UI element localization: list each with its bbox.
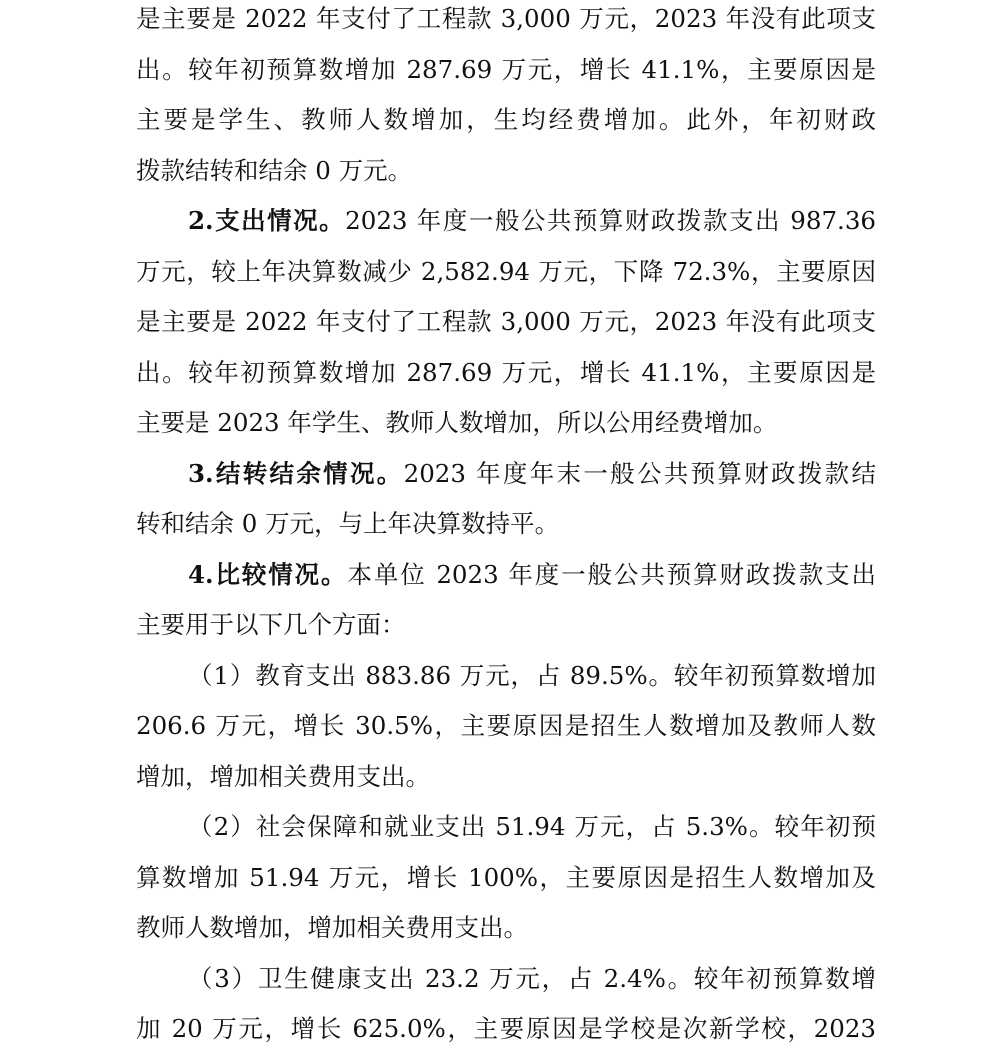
text-line: 加 20 万元，增长 625.0%，主要原因是学校是次新学校，2023 <box>136 1014 876 1043</box>
paragraph-item-health <box>136 960 876 1061</box>
text-line: 万元，较上年决算数减少 2,582.94 万元，下降 72.3%，主要原因 <box>136 256 876 286</box>
section-heading: 4.比较情况。 <box>188 559 348 589</box>
paragraph-carryover <box>136 455 876 556</box>
text-line <box>136 556 876 607</box>
text-line: 主要是 2023 年学生、教师人数增加，所以公用经费增加。 <box>136 408 778 437</box>
text-line: 教师人数增加，增加相关费用支出。 <box>136 913 528 942</box>
text-line: 增加，增加相关费用支出。 <box>136 761 430 791</box>
text-line: （1）教育支出 883.86 万元，占 89.5%。较年初预算数增加 <box>188 660 876 690</box>
text-line: 206.6 万元，增长 30.5%，主要原因是招生人数增加及教师人数 <box>136 711 876 740</box>
text-span: 2023 年度年末一般公共预算财政拨款结 <box>403 458 876 488</box>
text-line: 是主要是 2022 年支付了工程款 3,000 万元，2023 年没有此项支 <box>136 307 876 336</box>
paragraph-item-social-security <box>136 808 876 960</box>
paragraph-intro <box>136 0 876 202</box>
text-span: 本单位 2023 年度一般公共预算财政拨款支出 <box>347 559 876 589</box>
text-line: 是主要是 2022 年支付了工程款 3,000 万元，2023 年没有此项支 <box>136 4 876 33</box>
text-line: （3）卫生健康支出 23.2 万元，占 2.4%。较年初预算数增 <box>188 963 876 993</box>
text-line: （2）社会保障和就业支出 51.94 万元，占 5.3%。较年初预 <box>188 812 876 841</box>
text-line: 转和结余 0 万元，与上年决算数持平。 <box>136 509 560 538</box>
text-line: 主要是学生、教师人数增加，生均经费增加。此外，年初财政 <box>136 105 876 134</box>
text-line: 出。较年初预算数增加 287.69 万元，增长 41.1%，主要原因是 <box>136 357 876 387</box>
text-span: 2023 年度一般公共预算财政拨款支出 987.36 <box>345 206 876 235</box>
document-body <box>136 0 876 1061</box>
text-line: 算数增加 51.94 万元，增长 100%，主要原因是招生人数增加及 <box>136 862 876 892</box>
paragraph-item-education <box>136 657 876 809</box>
section-heading: 3.结转结余情况。 <box>188 458 404 488</box>
text-line: 主要用于以下几个方面： <box>136 610 406 639</box>
section-heading: 2.支出情况。 <box>188 206 346 235</box>
text-line: 拨款结转和结余 0 万元。 <box>136 155 413 185</box>
text-line: 出。较年初预算数增加 287.69 万元，增长 41.1%，主要原因是 <box>136 54 876 84</box>
text-line <box>136 202 876 253</box>
paragraph-comparison <box>136 556 876 657</box>
paragraph-expenditure <box>136 202 876 455</box>
text-line <box>136 455 876 506</box>
